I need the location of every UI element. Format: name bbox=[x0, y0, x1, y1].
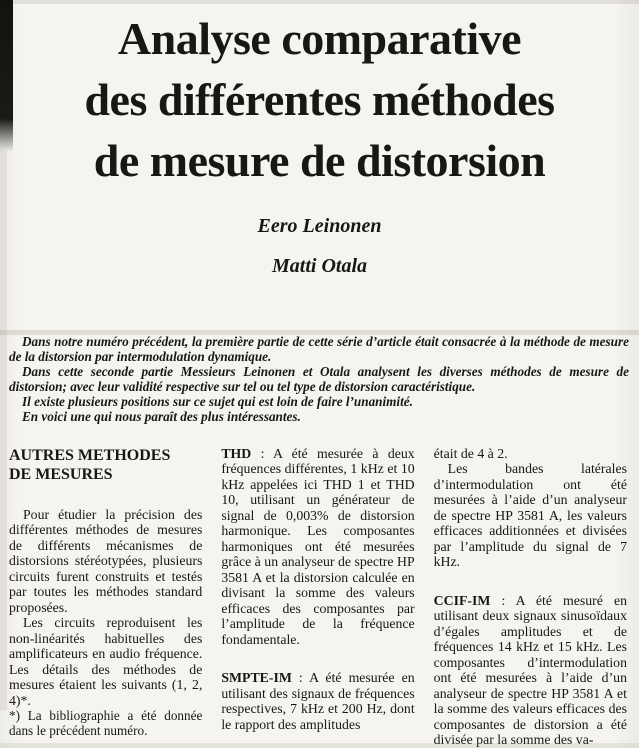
article-title bbox=[6, 8, 633, 191]
body-paragraph: Pour étudier la précision des différentes méthodes de mesures de différents mécanismes de distorsions stéréotypées, plusieurs circuits furent construits et testés par toutes les méthodes standard proposées. bbox=[9, 506, 203, 615]
author-byline bbox=[0, 215, 639, 278]
body-paragraph: Les circuits reproduisent les non-linéarités habituelles des amplificateurs en audio fréquence. Les détails des méthodes de mesures étaient les suivants (1, 2, 4)*. bbox=[9, 615, 203, 708]
intro-paragraph-3: Il existe plusieurs positions sur ce sujet qui est loin de faire l’unanimité. bbox=[22, 394, 413, 410]
smpte-im-term: SMPTE-IM bbox=[221, 670, 292, 686]
scan-horizontal-streak bbox=[0, 330, 639, 335]
intro-paragraph-4: En voici une qui nous paraît des plus intéressantes. bbox=[22, 409, 301, 425]
scan-left-edge-shadow bbox=[0, 150, 7, 710]
body-paragraph: Les bandes latérales d’intermodulation ont été mesurées à l’aide d’un analyseur de spectre HP 3581 A, les valeurs efficaces additionnées et divisées par l’amplitude du signal de 7 kHz. bbox=[433, 461, 627, 570]
smpte-im-paragraph bbox=[221, 670, 414, 732]
ccif-im-paragraph-text: : A été mesuré en utilisant deux signaux sinusoïdaux d’égales amplitudes et de fréquences 14 kHz et 15 kHz. Les composantes d’intermodulation ont été mesurées à l’aide d’un analyseur de spectre HP 3581 A et la somme des valeurs efficaces des composantes de distorsion a été divisée par la somme des va- bbox=[433, 592, 627, 748]
author-name-1: Eero Leinonen bbox=[257, 215, 382, 237]
thd-paragraph bbox=[221, 446, 414, 648]
article-title-line-3: de mesure de distorsion bbox=[93, 135, 546, 186]
intro-paragraph-2: Dans cette seconde partie Messieurs Leinonen et Otala analysent les diverses méthodes de mesure de distorsion; avec leur validité respective sur tel ou tel type de distorsion caractéristique. bbox=[9, 364, 629, 395]
author-name-2: Matti Otala bbox=[271, 255, 367, 277]
thd-term: THD bbox=[221, 445, 252, 461]
intro-paragraph-1: Dans notre numéro précédent, la première partie de cette série d’article était consacrée à la méthode de mesure de la distorsion par intermodulation dynamique. bbox=[9, 334, 629, 365]
smpte-im-continuation: était de 4 à 2. bbox=[433, 445, 508, 461]
body-columns bbox=[9, 446, 627, 748]
bibliography-footnote: *) La bibliographie a été donnée dans le précédent numéro. bbox=[9, 708, 203, 739]
scan-left-edge-black-bar bbox=[0, 0, 13, 152]
column-right bbox=[434, 446, 627, 748]
section-heading-line-1: AUTRES METHODES bbox=[9, 446, 171, 464]
section-heading bbox=[9, 446, 202, 484]
thd-paragraph-text: : A été mesurée à deux fréquences différentes, 1 kHz et 10 kHz appelées ici THD 1 et THD 10, utilisant un générateur de signal de 0,003% de distorsion harmonique. Les composantes harmoniques ont été mesurées grâce à un analyseur de spectre HP 3581 A et la distorsion calculée en divisant la somme des valeurs efficaces des composantes par l’amplitude de la fréquence fondamentale. bbox=[221, 445, 415, 647]
smpte-im-paragraph-text: : A été mesurée en utilisant des signaux de fréquences respectives, 7 kHz et 200 Hz, dont le rapport des amplitudes bbox=[221, 670, 415, 732]
scan-top-edge-shadow bbox=[0, 0, 639, 4]
article-title-line-2: des différentes méthodes bbox=[84, 74, 555, 125]
ccif-im-term: CCIF-IM bbox=[433, 592, 491, 608]
editorial-intro bbox=[9, 334, 629, 425]
ccif-im-paragraph bbox=[434, 593, 627, 748]
column-left bbox=[9, 446, 202, 748]
scan-bottom-edge-shadow bbox=[0, 743, 639, 748]
column-middle bbox=[221, 446, 414, 748]
article-title-line-1: Analyse comparative bbox=[117, 13, 522, 64]
section-heading-line-2: DE MESURES bbox=[9, 465, 113, 483]
